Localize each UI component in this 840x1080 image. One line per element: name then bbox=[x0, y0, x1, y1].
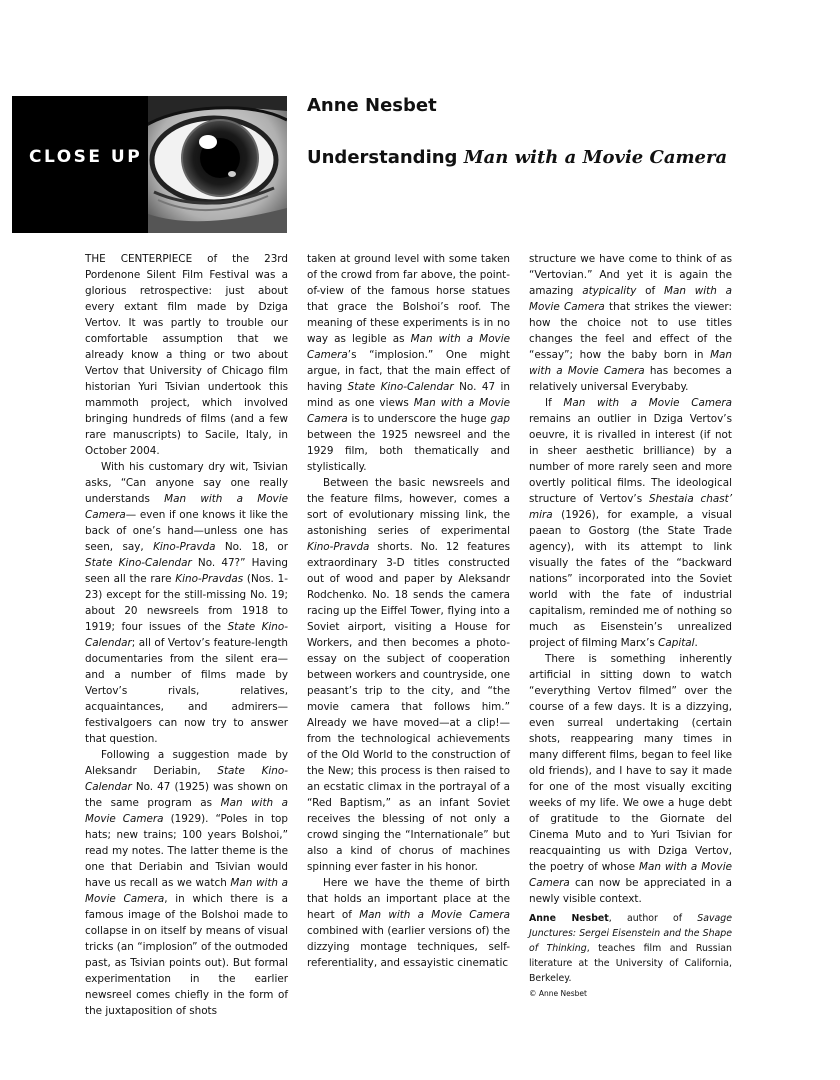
paragraph: taken at ground level with some taken of the crowd from far above, the point-of-view of the famous horse statues that grace the Bolshoi’s roof. The meaning of these experiments is in no way as legible as Man with a Movie Camera’s “implosion.” One might argue, in fact, that the main effect of having State Kino-Calendar No. 47 in mind as one views Man with a Movie Camera is to underscore the huge gap between the 1925 newsreel and the 1929 film, both thematically and stylistically. bbox=[307, 253, 510, 473]
paragraph: Between the basic newsreels and the feature films, however, comes a sort of evolutionary missing link, the astonishing series of experimental Kino-Pravda shorts. No. 12 features extraordinary 3-D titles constructed out of wood and paper by Aleksandr Rodchenko. No. 18 sends the camera racing up the Eiffel Tower, flying into a Soviet airport, visiting a House for Workers, and then becomes a photo-essay on the subject of cooperation between workers and countryside, one peasant’s trip to the city, and “the movie camera that follows him.” Already we have moved—at a clip!—from the technological achievements of the Old World to the construction of the New; this process is then raised to an ecstatic climax in the portrayal of a “Red Baptism,” as an infant Soviet receives the blessing of not only a crowd singing the “Internationale” but also a kind of chorus of machines spinning ever faster in his honor. bbox=[307, 477, 510, 873]
article-column-2 bbox=[307, 251, 510, 971]
title-prefix: Understanding bbox=[307, 147, 464, 168]
eye-photo-icon bbox=[148, 96, 287, 233]
title-film: Man with a Movie Camera bbox=[463, 147, 728, 168]
paragraph: If Man with a Movie Camera remains an outlier in Dziga Vertov’s oeuvre, it is rivalled in interest (if not in sheer aesthetic brilliance) by a number of more rarely seen and more overtly political films. The ideological structure of Vertov’s Shestaia chast’ mira (1926), for example, a visual paean to Gostorg (the State Trade agency), with its attempt to link visually the fates of the “backward nations” incorporated into the Soviet world with the fate of industrial capitalism, reminded me of nothing so much as Eisenstein’s unrealized project of filming Marx’s Capital. bbox=[529, 397, 732, 649]
paragraph: There is something inherently artificial in sitting down to watch “everything Vertov filmed” over the course of a few days. It is a dizzying, even surreal undertaking (certain shots, reappearing many times in many different films, began to feel like old friends), and I have to say it made for one of the most visually exciting weeks of my life. We owe a huge debt of gratitude to the Giornate del Cinema Muto and to Yuri Tsivian for reacquainting us with Dziga Vertov, the poetry of whose Man with a Movie Camera can now be appreciated in a newly visible context. bbox=[529, 653, 732, 905]
author-bio: Anne Nesbet, author of Savage Junctures: Sergei Eisenstein and the Shape of Thinking, teaches film and Russian literature at the University of California, Berkeley. bbox=[529, 913, 732, 984]
copyright-notice: © Anne Nesbet bbox=[529, 989, 587, 998]
paragraph: THE CENTERPIECE of the 23rd Pordenone Silent Film Festival was a glorious retrospective: just about every extant film made by Dziga Vertov. It was partly to trouble our comfortable assumption that we already know a thing or two about Vertov that University of Chicago film historian Yuri Tsivian undertook this mammoth project, which involved bringing hundreds of films (and a few rare manuscripts) to Sacile, Italy, in October 2004. bbox=[85, 253, 288, 457]
article-title bbox=[307, 147, 727, 168]
section-label: CLOSE UP bbox=[29, 147, 143, 167]
paragraph: Following a suggestion made by Aleksandr Deriabin, State Kino-Calendar No. 47 (1925) was shown on the same program as Man with a Movie Camera (1929). “Poles in top hats; new trains; 100 years Bolshoi,” read my notes. The latter theme is the one that Deriabin and Tsivian would have us recall as we watch Man with a Movie Camera, in which there is a famous image of the Bolshoi made to collapse in on itself by means of visual tricks (an “implosion” of the outmoded past, as Tsivian points out). But formal experimentation in the earlier newsreel comes chiefly in the form of the juxtaposition of shots bbox=[85, 749, 288, 1017]
paragraph: Here we have the theme of birth that holds an important place at the heart of Man with a Movie Camera combined with (earlier versions of) the dizzying montage techniques, self-referentiality, and essayistic cinematic bbox=[307, 877, 510, 969]
author-name: Anne Nesbet bbox=[307, 95, 437, 116]
article-column-3 bbox=[529, 251, 732, 1000]
article-column-1 bbox=[85, 251, 288, 1019]
paragraph: With his customary dry wit, Tsivian asks, “Can anyone say one really understands Man with a Movie Camera— even if one knows it like the back of one’s hand—unless one has seen, say, Kino-Pravda No. 18, or State Kino-Calendar No. 47?” Having seen all the rare Kino-Pravdas (Nos. 1-23) except for the still-missing No. 19; about 20 newsreels from 1918 to 1919; four issues of the State Kino-Calendar; all of Vertov’s feature-length documentaries from the silent era—and a number of films made by Vertov’s rivals, relatives, acquaintances, and admirers—festivalgoers can now try to answer that question. bbox=[85, 461, 289, 745]
close-up-banner bbox=[12, 96, 287, 233]
paragraph: structure we have come to think of as “Vertovian.” And yet it is again the amazing atypicality of Man with a Movie Camera that strikes the viewer: how the choice not to use titles changes the feel and effect of the “essay”; how the baby born in Man with a Movie Camera has becomes a relatively universal Everybaby. bbox=[529, 253, 733, 393]
